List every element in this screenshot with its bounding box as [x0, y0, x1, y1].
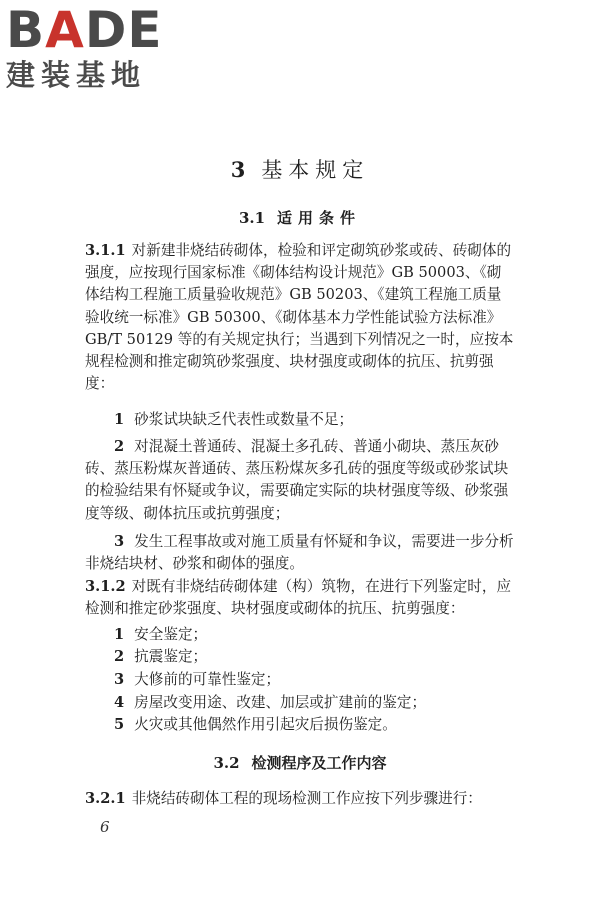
clause-3-1-2 [85, 576, 515, 620]
clause-3-1-1 [85, 240, 515, 395]
list-item: 1 安全鉴定； [114, 626, 208, 643]
list-item: 5 火灾或其他偶然作用引起灾后损伤鉴定。 [114, 716, 397, 733]
clause-text: 非烧结砖砌体工程的现场检测工作应按下列步骤进行： [131, 790, 482, 807]
clause-3-2-1 [85, 788, 515, 810]
logo-accent-letter: A [45, 1, 85, 59]
chapter-heading [0, 154, 600, 184]
list-item: 3 大修前的可靠性鉴定； [114, 671, 281, 688]
page-number: 6 [100, 818, 110, 836]
list-item: 3 发生工程事故或对施工质量有怀疑和争议，需要进一步分析非烧结块材、砂浆和砌体的强度。 [85, 533, 514, 573]
section-heading-3-1: 3.1 适用条件 [238, 209, 362, 227]
list-item: 4 房屋改变用途、改建、加层或扩建前的鉴定； [114, 694, 427, 711]
logo-subtitle: 建装基地 [6, 58, 147, 92]
clause-text: 对新建非烧结砖砌体，检验和评定砌筑砂浆或砖、砖砌体的强度，应按现行国家标准《砌体结构设计规范》GB 50003、《砌体结构工程施工质量验收规范》GB 50203、《建筑工程施工质量验收统一标准》GB 50300、《砌体基本力学性能试验方法标准》GB/T 50129 等的有关规定执行；当遇到下列情况之一时，应按本规程检测和推定砌筑砂浆强度、块材强度或砌体的抗压、抗剪强度： [85, 242, 514, 393]
logo-wordmark: BADE [6, 1, 163, 59]
list-item: 1 砂浆试块缺乏代表性或数量不足； [114, 411, 354, 428]
clause-number: 3.1.2 [85, 578, 126, 595]
clause-number: 3.2.1 [85, 790, 126, 807]
list-item: 2 抗震鉴定； [114, 648, 208, 665]
list-item: 2 对混凝土普通砖、混凝土多孔砖、普通小砌块、蒸压灰砂砖、蒸压粉煤灰普通砖、蒸压粉煤灰多孔砖的强度等级或砂浆试块的检验结果有怀疑或争议，需要确定实际的块材强度等级、砂浆强度等级、砌体抗压或抗剪强度； [85, 438, 509, 522]
clause-number: 3.1.1 [85, 242, 126, 259]
chapter-title: 基本规定 [261, 158, 370, 182]
section-heading-3-2: 3.2 检测程序及工作内容 [213, 754, 387, 772]
chapter-number: 3 [230, 157, 252, 182]
clause-text: 对既有非烧结砖砌体建（构）筑物，在进行下列鉴定时，应检测和推定砂浆强度、块材强度或砌体的抗压、抗剪强度： [85, 578, 512, 618]
bade-logo [6, 1, 176, 92]
